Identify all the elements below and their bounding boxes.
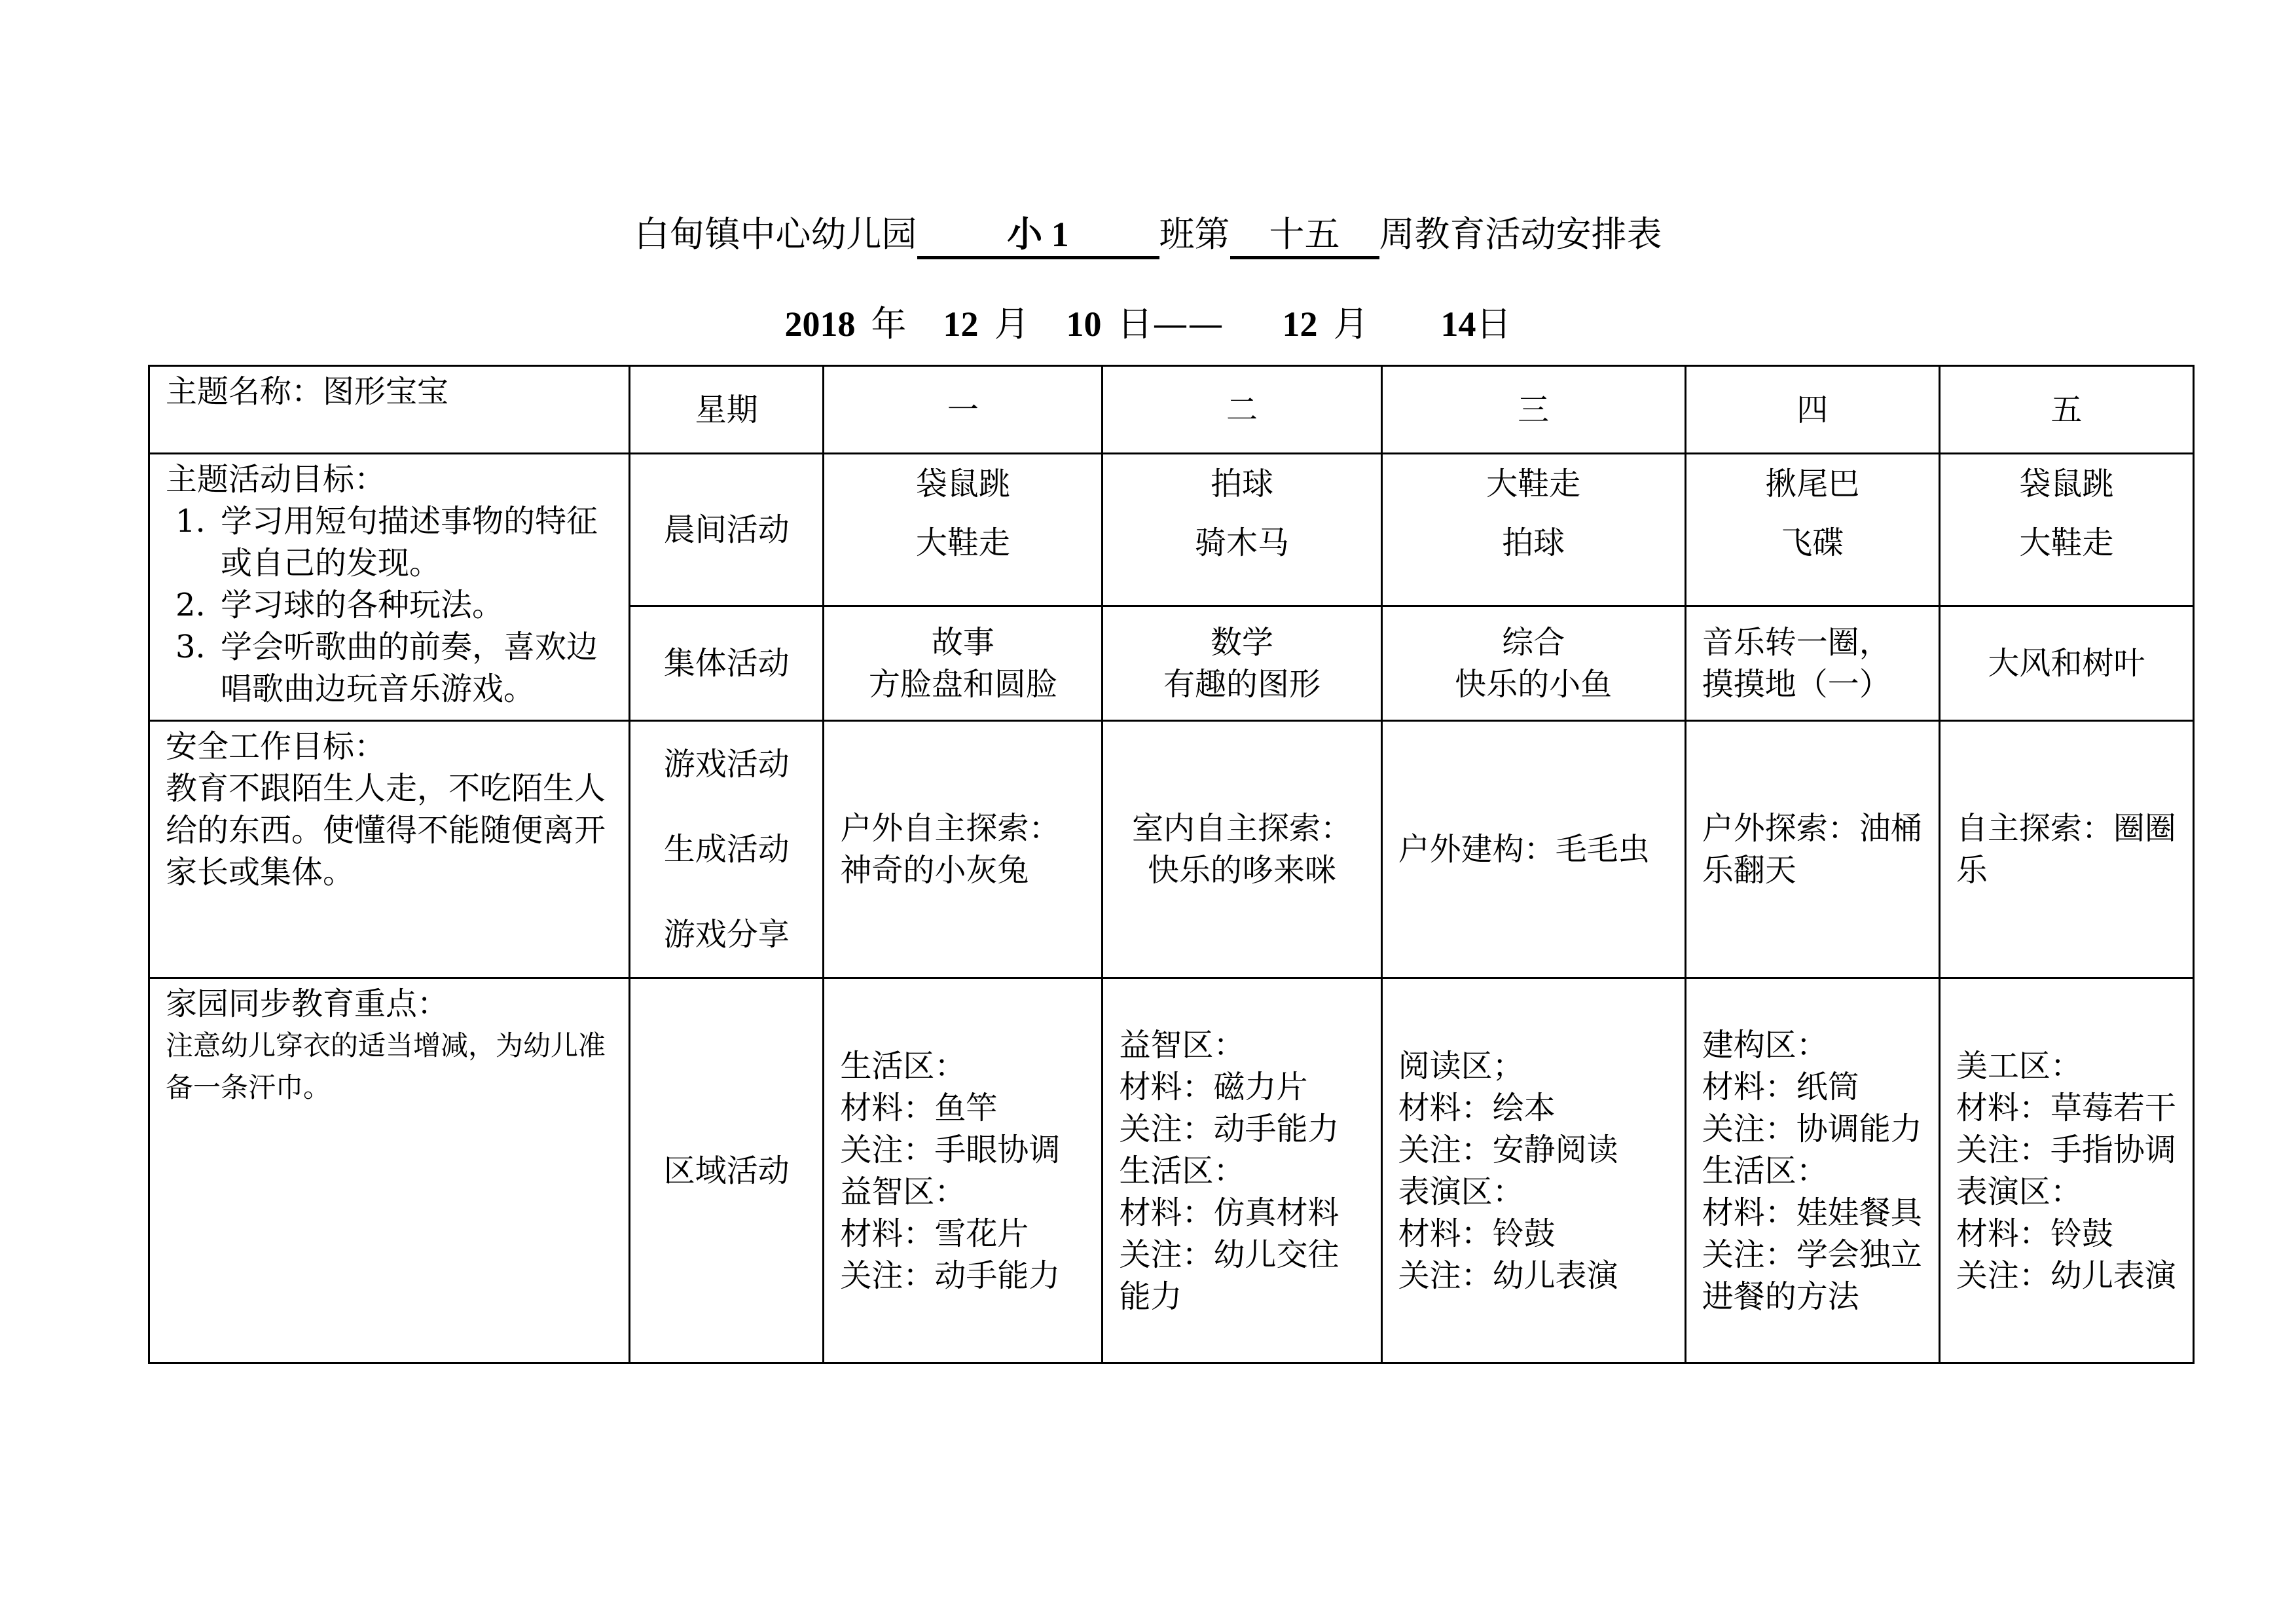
area-line: 材料：娃娃餐具 <box>1702 1194 1922 1231</box>
morning-activity: 揪尾巴 <box>1765 466 1860 502</box>
morning-cell <box>1102 454 1381 606</box>
game-line: 户外自主探索： <box>840 810 1061 847</box>
game-cell <box>1685 721 1939 978</box>
area-line: 益智区： <box>840 1173 966 1210</box>
group-cell <box>1685 606 1939 721</box>
game-row <box>149 721 2194 978</box>
game-line: 快乐的哆来咪 <box>1148 852 1337 889</box>
home-title: 家园同步教育重点： <box>166 986 449 1022</box>
title-suffix: 周教育活动安排表 <box>1379 213 1662 255</box>
year-char: 年 <box>871 303 907 344</box>
area-line: 建构区： <box>1702 1026 1828 1063</box>
safety-text: 教育不跟陌生人走，不吃陌生人给的东西。使懂得不能随便离开家长或集体。 <box>166 770 606 891</box>
theme-goals <box>149 454 630 721</box>
home-text: 注意幼儿穿衣的适当增减，为幼儿准备一条汗巾。 <box>166 1029 606 1103</box>
theme-name: 主题名称：图形宝宝 <box>149 366 630 454</box>
area-line: 材料：草莓若干 <box>1956 1089 2176 1126</box>
group-subject: 故事 <box>931 624 994 661</box>
group-cell <box>1939 606 2193 721</box>
group-label: 集体活动 <box>630 606 824 721</box>
class-name-blank <box>917 213 1159 259</box>
area-cell <box>1685 978 1939 1363</box>
day-header-3: 三 <box>1381 366 1685 454</box>
area-line: 材料：纸筒 <box>1702 1068 1859 1105</box>
area-line: 材料：铃鼓 <box>1398 1215 1556 1252</box>
class-name: 小 1 <box>1007 215 1069 254</box>
area-line: 关注：幼儿表演 <box>1398 1257 1618 1294</box>
morning-activity: 袋鼠跳 <box>915 466 1010 502</box>
area-line: 生活区： <box>1119 1152 1245 1189</box>
day-header-4: 四 <box>1685 366 1939 454</box>
title-prefix: 白甸镇中心幼儿园 <box>634 213 917 255</box>
date-range <box>0 298 2296 350</box>
start-month: 12 <box>943 304 979 344</box>
game-cell <box>1939 721 2193 978</box>
morning-label: 晨间活动 <box>630 454 824 606</box>
group-topic: 有趣的图形 <box>1163 666 1321 703</box>
morning-row <box>149 454 2194 606</box>
morning-activity: 大鞋走 <box>1486 466 1581 502</box>
group-topic: 快乐的小鱼 <box>1455 666 1613 703</box>
area-line: 关注：动手能力 <box>1119 1110 1339 1147</box>
area-row <box>149 978 2194 1363</box>
theme-goal: 2. 学习球的各种玩法。 <box>215 584 613 626</box>
area-line: 关注：幼儿交往能力 <box>1119 1236 1339 1315</box>
title-middle: 班第 <box>1159 213 1230 255</box>
area-line: 表演区： <box>1398 1173 1524 1210</box>
safety-title: 安全工作目标： <box>166 728 386 765</box>
area-line: 材料：仿真材料 <box>1119 1194 1339 1231</box>
morning-activity: 大鞋走 <box>915 525 1010 561</box>
area-line: 材料：绘本 <box>1398 1089 1556 1126</box>
area-line: 关注：协调能力 <box>1702 1110 1922 1147</box>
area-line: 关注：手指协调表演区： <box>1956 1131 2176 1210</box>
game-line: 户外建构：毛毛虫 <box>1398 831 1650 868</box>
game-line: 户外探索：油桶乐翻天 <box>1702 810 1922 889</box>
group-cell <box>1102 606 1381 721</box>
group-cell <box>824 606 1102 721</box>
area-cell <box>824 978 1102 1363</box>
area-line: 材料：磁力片 <box>1119 1068 1308 1105</box>
area-line: 关注：幼儿表演 <box>1956 1257 2176 1294</box>
weekday-header: 星期 <box>630 366 824 454</box>
game-label: 生成活动 <box>663 831 790 868</box>
year: 2018 <box>784 304 856 344</box>
game-labels <box>630 721 824 978</box>
area-line: 美工区： <box>1956 1047 2082 1084</box>
day-header-5: 五 <box>1939 366 2193 454</box>
area-line: 生活区： <box>1702 1152 1828 1189</box>
area-line: 关注：手眼协调 <box>840 1131 1061 1168</box>
end-month: 12 <box>1282 304 1318 344</box>
day-char: 日 <box>1476 303 1512 344</box>
safety-goals <box>149 721 630 978</box>
area-line: 关注：动手能力 <box>840 1257 1061 1294</box>
day-header-2: 二 <box>1102 366 1381 454</box>
morning-cell <box>824 454 1102 606</box>
end-day: 14 <box>1440 304 1476 344</box>
theme-goal: 1. 学习用短句描述事物的特征或自己的发现。 <box>215 500 613 584</box>
game-cell <box>1381 721 1685 978</box>
game-cell <box>824 721 1102 978</box>
area-cell <box>1102 978 1381 1363</box>
morning-activity: 拍球 <box>1211 466 1274 502</box>
area-line: 关注：学会独立进餐的方法 <box>1702 1236 1922 1315</box>
weekly-schedule-table <box>148 365 2195 1364</box>
area-line: 生活区： <box>840 1047 966 1084</box>
morning-activity: 骑木马 <box>1195 525 1290 561</box>
area-cell <box>1381 978 1685 1363</box>
theme-goals-list <box>166 500 613 710</box>
game-label: 游戏分享 <box>663 916 790 953</box>
header-row <box>149 366 2194 454</box>
theme-goal: 3. 学会听歌曲的前奏，喜欢边唱歌曲边玩音乐游戏。 <box>215 626 613 710</box>
week-number: 十五 <box>1230 213 1379 259</box>
area-label: 区域活动 <box>630 978 824 1363</box>
morning-activity: 大鞋走 <box>2019 525 2114 561</box>
group-subject: 数学 <box>1211 624 1274 661</box>
area-line: 关注：安静阅读 <box>1398 1131 1618 1168</box>
group-topic: 方脸盘和圆脸 <box>868 666 1057 703</box>
area-line: 阅读区； <box>1398 1047 1524 1084</box>
game-cell <box>1102 721 1381 978</box>
game-line: 神奇的小灰兔 <box>840 852 1029 889</box>
game-line: 室内自主探索： <box>1132 810 1353 847</box>
area-line: 材料：铃鼓 <box>1956 1215 2113 1252</box>
area-line: 益智区： <box>1119 1026 1245 1063</box>
morning-cell <box>1381 454 1685 606</box>
month-char: 月 <box>994 303 1030 344</box>
area-cell <box>1939 978 2193 1363</box>
morning-cell <box>1939 454 2193 606</box>
area-line: 材料：鱼竿 <box>840 1089 998 1126</box>
morning-cell <box>1685 454 1939 606</box>
group-cell <box>1381 606 1685 721</box>
group-topic: 大风和树叶 <box>1988 645 2145 682</box>
morning-activity: 袋鼠跳 <box>2019 466 2114 502</box>
day-char-dash: 日—— <box>1117 303 1224 344</box>
home-focus <box>149 978 630 1363</box>
theme-goals-title: 主题活动目标： <box>166 461 386 498</box>
start-day: 10 <box>1066 304 1102 344</box>
group-topic: 摸摸地（一） <box>1702 666 1891 703</box>
month-char-2: 月 <box>1333 303 1369 344</box>
document-title <box>0 208 2296 261</box>
group-subject: 综合 <box>1502 624 1565 661</box>
group-subject: 音乐转一圈， <box>1702 624 1891 661</box>
day-header-1: 一 <box>824 366 1102 454</box>
area-line: 材料：雪花片 <box>840 1215 1029 1252</box>
morning-activity: 飞碟 <box>1781 525 1844 561</box>
game-line: 自主探索：圈圈乐 <box>1956 810 2176 889</box>
game-label: 游戏活动 <box>663 746 790 783</box>
morning-activity: 拍球 <box>1502 525 1565 561</box>
